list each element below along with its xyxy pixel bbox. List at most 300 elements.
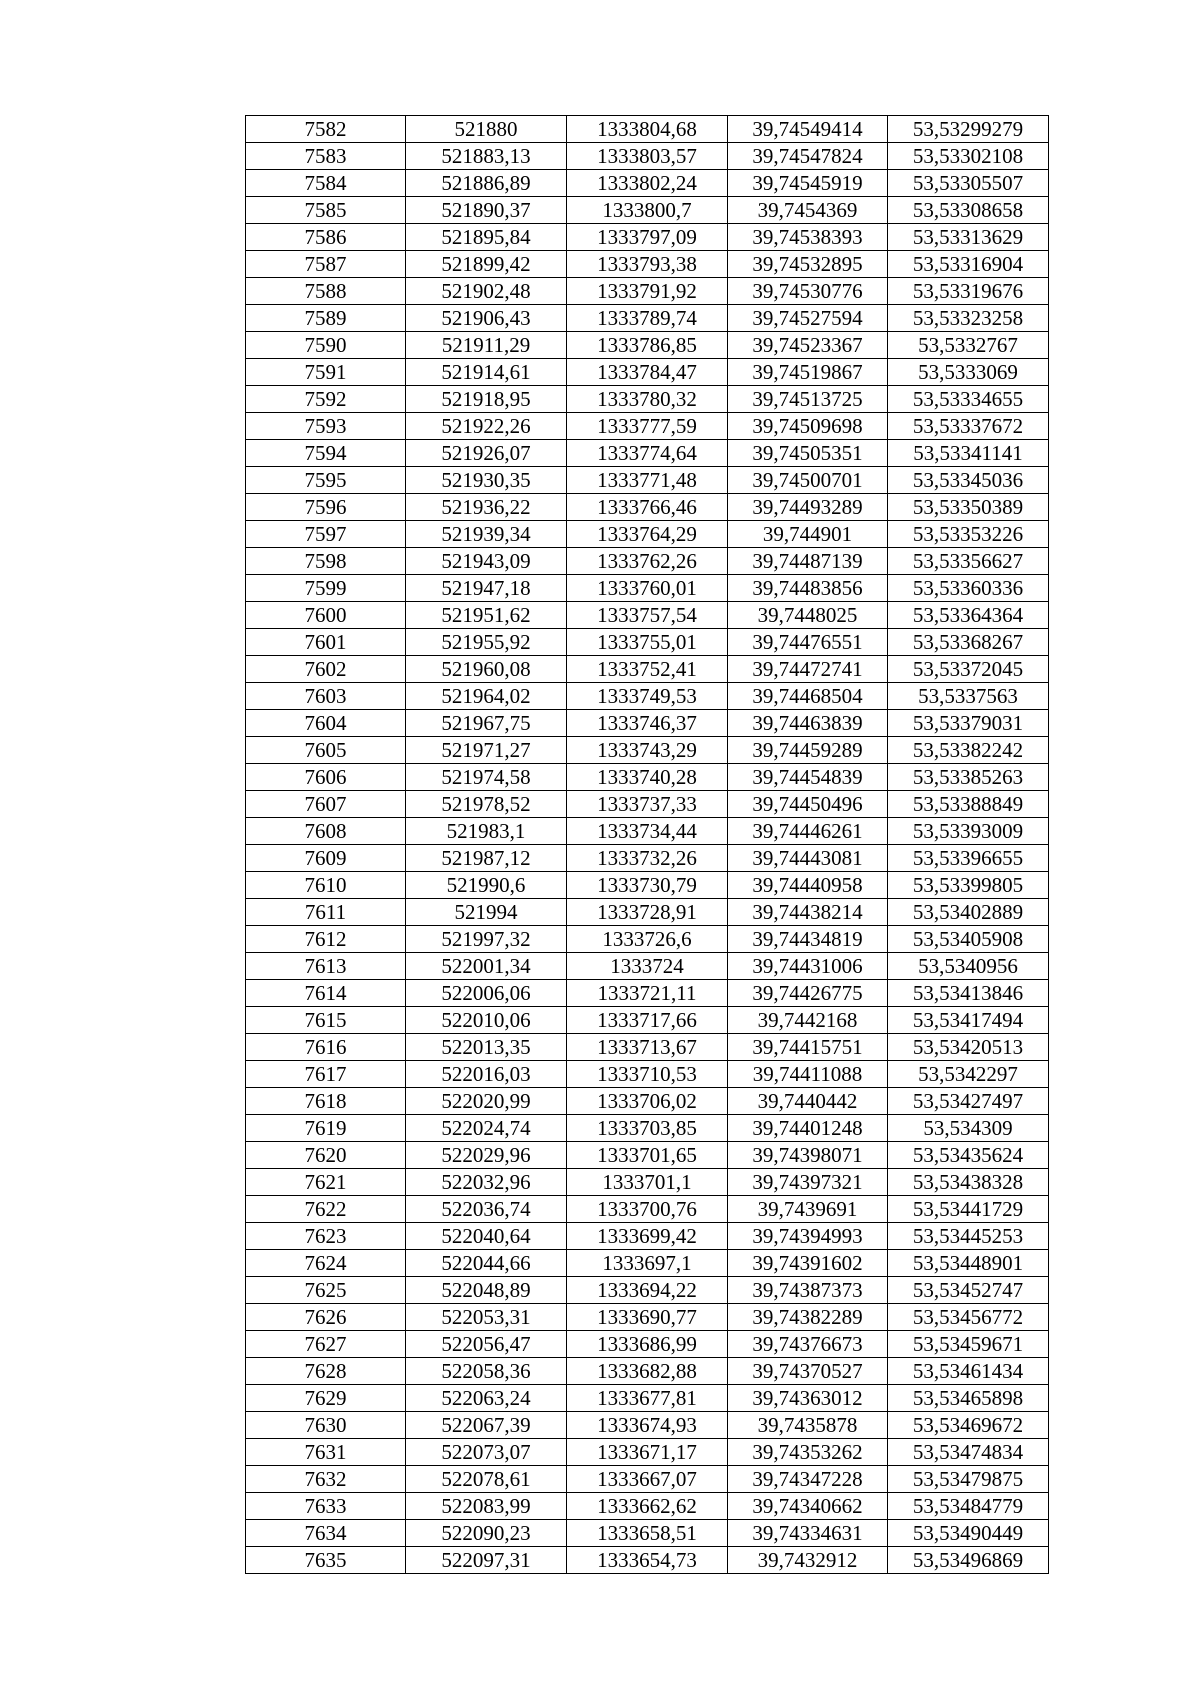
longitude-cell: 39,74463839 [728, 710, 888, 737]
x-coordinate-cell: 522090,23 [406, 1520, 567, 1547]
y-coordinate-cell: 1333667,07 [567, 1466, 728, 1493]
table-row [246, 926, 1049, 953]
longitude-cell: 39,74487139 [728, 548, 888, 575]
y-coordinate-cell: 1333737,33 [567, 791, 728, 818]
x-coordinate-cell: 521974,58 [406, 764, 567, 791]
point-number-cell: 7597 [246, 521, 406, 548]
longitude-cell: 39,7435878 [728, 1412, 888, 1439]
longitude-cell: 39,7448025 [728, 602, 888, 629]
longitude-cell: 39,74443081 [728, 845, 888, 872]
x-coordinate-cell: 521964,02 [406, 683, 567, 710]
table-row [246, 710, 1049, 737]
latitude-cell: 53,53308658 [888, 197, 1049, 224]
point-number-cell: 7629 [246, 1385, 406, 1412]
y-coordinate-cell: 1333762,26 [567, 548, 728, 575]
y-coordinate-cell: 1333710,53 [567, 1061, 728, 1088]
y-coordinate-cell: 1333784,47 [567, 359, 728, 386]
longitude-cell: 39,74547824 [728, 143, 888, 170]
coordinates-table-body [246, 116, 1049, 1574]
point-number-cell: 7598 [246, 548, 406, 575]
longitude-cell: 39,744901 [728, 521, 888, 548]
latitude-cell: 53,5332767 [888, 332, 1049, 359]
longitude-cell: 39,74513725 [728, 386, 888, 413]
latitude-cell: 53,53469672 [888, 1412, 1049, 1439]
table-row [246, 494, 1049, 521]
latitude-cell: 53,53393009 [888, 818, 1049, 845]
table-row [246, 575, 1049, 602]
x-coordinate-cell: 521914,61 [406, 359, 567, 386]
longitude-cell: 39,74509698 [728, 413, 888, 440]
table-row [246, 845, 1049, 872]
latitude-cell: 53,53413846 [888, 980, 1049, 1007]
latitude-cell: 53,53364364 [888, 602, 1049, 629]
point-number-cell: 7593 [246, 413, 406, 440]
point-number-cell: 7608 [246, 818, 406, 845]
longitude-cell: 39,74505351 [728, 440, 888, 467]
longitude-cell: 39,74353262 [728, 1439, 888, 1466]
latitude-cell: 53,53356627 [888, 548, 1049, 575]
x-coordinate-cell: 521971,27 [406, 737, 567, 764]
table-row [246, 1466, 1049, 1493]
point-number-cell: 7585 [246, 197, 406, 224]
point-number-cell: 7605 [246, 737, 406, 764]
latitude-cell: 53,53350389 [888, 494, 1049, 521]
longitude-cell: 39,7454369 [728, 197, 888, 224]
point-number-cell: 7630 [246, 1412, 406, 1439]
longitude-cell: 39,74549414 [728, 116, 888, 143]
y-coordinate-cell: 1333766,46 [567, 494, 728, 521]
longitude-cell: 39,74401248 [728, 1115, 888, 1142]
table-row [246, 629, 1049, 656]
latitude-cell: 53,53484779 [888, 1493, 1049, 1520]
table-row [246, 251, 1049, 278]
table-row [246, 224, 1049, 251]
table-row [246, 980, 1049, 1007]
longitude-cell: 39,74398071 [728, 1142, 888, 1169]
longitude-cell: 39,7440442 [728, 1088, 888, 1115]
longitude-cell: 39,74476551 [728, 629, 888, 656]
x-coordinate-cell: 521883,13 [406, 143, 567, 170]
y-coordinate-cell: 1333786,85 [567, 332, 728, 359]
table-row [246, 440, 1049, 467]
longitude-cell: 39,7442168 [728, 1007, 888, 1034]
y-coordinate-cell: 1333800,7 [567, 197, 728, 224]
table-row [246, 278, 1049, 305]
point-number-cell: 7586 [246, 224, 406, 251]
latitude-cell: 53,53360336 [888, 575, 1049, 602]
point-number-cell: 7616 [246, 1034, 406, 1061]
point-number-cell: 7623 [246, 1223, 406, 1250]
latitude-cell: 53,53368267 [888, 629, 1049, 656]
longitude-cell: 39,74397321 [728, 1169, 888, 1196]
y-coordinate-cell: 1333734,44 [567, 818, 728, 845]
point-number-cell: 7624 [246, 1250, 406, 1277]
table-row [246, 197, 1049, 224]
y-coordinate-cell: 1333662,62 [567, 1493, 728, 1520]
latitude-cell: 53,53385263 [888, 764, 1049, 791]
table-row [246, 1331, 1049, 1358]
longitude-cell: 39,74446261 [728, 818, 888, 845]
table-row [246, 1034, 1049, 1061]
y-coordinate-cell: 1333774,64 [567, 440, 728, 467]
longitude-cell: 39,74450496 [728, 791, 888, 818]
latitude-cell: 53,53341141 [888, 440, 1049, 467]
longitude-cell: 39,74493289 [728, 494, 888, 521]
y-coordinate-cell: 1333789,74 [567, 305, 728, 332]
point-number-cell: 7600 [246, 602, 406, 629]
y-coordinate-cell: 1333740,28 [567, 764, 728, 791]
point-number-cell: 7607 [246, 791, 406, 818]
point-number-cell: 7628 [246, 1358, 406, 1385]
table-row [246, 170, 1049, 197]
longitude-cell: 39,74519867 [728, 359, 888, 386]
point-number-cell: 7610 [246, 872, 406, 899]
longitude-cell: 39,74454839 [728, 764, 888, 791]
point-number-cell: 7599 [246, 575, 406, 602]
y-coordinate-cell: 1333780,32 [567, 386, 728, 413]
point-number-cell: 7618 [246, 1088, 406, 1115]
point-number-cell: 7590 [246, 332, 406, 359]
longitude-cell: 39,74363012 [728, 1385, 888, 1412]
latitude-cell: 53,53448901 [888, 1250, 1049, 1277]
latitude-cell: 53,53334655 [888, 386, 1049, 413]
latitude-cell: 53,5333069 [888, 359, 1049, 386]
latitude-cell: 53,53305507 [888, 170, 1049, 197]
point-number-cell: 7602 [246, 656, 406, 683]
x-coordinate-cell: 522010,06 [406, 1007, 567, 1034]
x-coordinate-cell: 522040,64 [406, 1223, 567, 1250]
longitude-cell: 39,74530776 [728, 278, 888, 305]
table-row [246, 305, 1049, 332]
y-coordinate-cell: 1333694,22 [567, 1277, 728, 1304]
longitude-cell: 39,74438214 [728, 899, 888, 926]
table-row [246, 1196, 1049, 1223]
x-coordinate-cell: 521943,09 [406, 548, 567, 575]
y-coordinate-cell: 1333764,29 [567, 521, 728, 548]
x-coordinate-cell: 522013,35 [406, 1034, 567, 1061]
longitude-cell: 39,74382289 [728, 1304, 888, 1331]
x-coordinate-cell: 522016,03 [406, 1061, 567, 1088]
table-row [246, 1169, 1049, 1196]
x-coordinate-cell: 521880 [406, 116, 567, 143]
table-row [246, 1358, 1049, 1385]
x-coordinate-cell: 521951,62 [406, 602, 567, 629]
latitude-cell: 53,53402889 [888, 899, 1049, 926]
longitude-cell: 39,7432912 [728, 1547, 888, 1574]
table-row [246, 116, 1049, 143]
y-coordinate-cell: 1333690,77 [567, 1304, 728, 1331]
point-number-cell: 7620 [246, 1142, 406, 1169]
table-row [246, 386, 1049, 413]
x-coordinate-cell: 522097,31 [406, 1547, 567, 1574]
table-row [246, 602, 1049, 629]
x-coordinate-cell: 522053,31 [406, 1304, 567, 1331]
point-number-cell: 7582 [246, 116, 406, 143]
table-row [246, 143, 1049, 170]
longitude-cell: 39,74415751 [728, 1034, 888, 1061]
x-coordinate-cell: 521960,08 [406, 656, 567, 683]
longitude-cell: 39,74340662 [728, 1493, 888, 1520]
point-number-cell: 7619 [246, 1115, 406, 1142]
latitude-cell: 53,53323258 [888, 305, 1049, 332]
x-coordinate-cell: 522073,07 [406, 1439, 567, 1466]
latitude-cell: 53,53319676 [888, 278, 1049, 305]
longitude-cell: 39,74468504 [728, 683, 888, 710]
x-coordinate-cell: 522048,89 [406, 1277, 567, 1304]
longitude-cell: 39,74394993 [728, 1223, 888, 1250]
y-coordinate-cell: 1333730,79 [567, 872, 728, 899]
table-row [246, 1385, 1049, 1412]
point-number-cell: 7634 [246, 1520, 406, 1547]
latitude-cell: 53,53465898 [888, 1385, 1049, 1412]
point-number-cell: 7611 [246, 899, 406, 926]
point-number-cell: 7627 [246, 1331, 406, 1358]
longitude-cell: 39,74440958 [728, 872, 888, 899]
point-number-cell: 7606 [246, 764, 406, 791]
longitude-cell: 39,74483856 [728, 575, 888, 602]
latitude-cell: 53,53459671 [888, 1331, 1049, 1358]
y-coordinate-cell: 1333697,1 [567, 1250, 728, 1277]
x-coordinate-cell: 521967,75 [406, 710, 567, 737]
table-row [246, 521, 1049, 548]
longitude-cell: 39,74387373 [728, 1277, 888, 1304]
latitude-cell: 53,53490449 [888, 1520, 1049, 1547]
point-number-cell: 7622 [246, 1196, 406, 1223]
point-number-cell: 7594 [246, 440, 406, 467]
point-number-cell: 7614 [246, 980, 406, 1007]
table-row [246, 1223, 1049, 1250]
table-row [246, 872, 1049, 899]
table-row [246, 791, 1049, 818]
x-coordinate-cell: 522044,66 [406, 1250, 567, 1277]
x-coordinate-cell: 522063,24 [406, 1385, 567, 1412]
point-number-cell: 7615 [246, 1007, 406, 1034]
latitude-cell: 53,53445253 [888, 1223, 1049, 1250]
latitude-cell: 53,53396655 [888, 845, 1049, 872]
longitude-cell: 39,74545919 [728, 170, 888, 197]
latitude-cell: 53,53456772 [888, 1304, 1049, 1331]
y-coordinate-cell: 1333746,37 [567, 710, 728, 737]
y-coordinate-cell: 1333686,99 [567, 1331, 728, 1358]
table-row [246, 1088, 1049, 1115]
table-row [246, 1250, 1049, 1277]
y-coordinate-cell: 1333674,93 [567, 1412, 728, 1439]
point-number-cell: 7635 [246, 1547, 406, 1574]
table-row [246, 1142, 1049, 1169]
longitude-cell: 39,74523367 [728, 332, 888, 359]
point-number-cell: 7617 [246, 1061, 406, 1088]
point-number-cell: 7589 [246, 305, 406, 332]
y-coordinate-cell: 1333797,09 [567, 224, 728, 251]
x-coordinate-cell: 522083,99 [406, 1493, 567, 1520]
table-row [246, 683, 1049, 710]
latitude-cell: 53,5337563 [888, 683, 1049, 710]
y-coordinate-cell: 1333777,59 [567, 413, 728, 440]
point-number-cell: 7609 [246, 845, 406, 872]
x-coordinate-cell: 521899,42 [406, 251, 567, 278]
latitude-cell: 53,53313629 [888, 224, 1049, 251]
latitude-cell: 53,53452747 [888, 1277, 1049, 1304]
x-coordinate-cell: 521926,07 [406, 440, 567, 467]
y-coordinate-cell: 1333700,76 [567, 1196, 728, 1223]
y-coordinate-cell: 1333706,02 [567, 1088, 728, 1115]
y-coordinate-cell: 1333682,88 [567, 1358, 728, 1385]
x-coordinate-cell: 522001,34 [406, 953, 567, 980]
y-coordinate-cell: 1333771,48 [567, 467, 728, 494]
point-number-cell: 7626 [246, 1304, 406, 1331]
table-row [246, 737, 1049, 764]
y-coordinate-cell: 1333749,53 [567, 683, 728, 710]
y-coordinate-cell: 1333793,38 [567, 251, 728, 278]
y-coordinate-cell: 1333699,42 [567, 1223, 728, 1250]
latitude-cell: 53,53405908 [888, 926, 1049, 953]
latitude-cell: 53,5342297 [888, 1061, 1049, 1088]
latitude-cell: 53,53337672 [888, 413, 1049, 440]
table-row [246, 1493, 1049, 1520]
latitude-cell: 53,53479875 [888, 1466, 1049, 1493]
table-row [246, 764, 1049, 791]
latitude-cell: 53,53316904 [888, 251, 1049, 278]
longitude-cell: 39,74472741 [728, 656, 888, 683]
x-coordinate-cell: 521922,26 [406, 413, 567, 440]
y-coordinate-cell: 1333654,73 [567, 1547, 728, 1574]
table-row [246, 1007, 1049, 1034]
table-row [246, 467, 1049, 494]
table-row [246, 1061, 1049, 1088]
point-number-cell: 7621 [246, 1169, 406, 1196]
y-coordinate-cell: 1333724 [567, 953, 728, 980]
y-coordinate-cell: 1333743,29 [567, 737, 728, 764]
x-coordinate-cell: 521911,29 [406, 332, 567, 359]
longitude-cell: 39,74411088 [728, 1061, 888, 1088]
longitude-cell: 39,74426775 [728, 980, 888, 1007]
y-coordinate-cell: 1333755,01 [567, 629, 728, 656]
x-coordinate-cell: 521978,52 [406, 791, 567, 818]
x-coordinate-cell: 521983,1 [406, 818, 567, 845]
y-coordinate-cell: 1333701,1 [567, 1169, 728, 1196]
y-coordinate-cell: 1333717,66 [567, 1007, 728, 1034]
table-row [246, 1277, 1049, 1304]
point-number-cell: 7612 [246, 926, 406, 953]
y-coordinate-cell: 1333658,51 [567, 1520, 728, 1547]
x-coordinate-cell: 521997,32 [406, 926, 567, 953]
x-coordinate-cell: 521955,92 [406, 629, 567, 656]
latitude-cell: 53,53417494 [888, 1007, 1049, 1034]
latitude-cell: 53,53379031 [888, 710, 1049, 737]
point-number-cell: 7588 [246, 278, 406, 305]
table-row [246, 359, 1049, 386]
y-coordinate-cell: 1333671,17 [567, 1439, 728, 1466]
longitude-cell: 39,7439691 [728, 1196, 888, 1223]
table-row [246, 332, 1049, 359]
latitude-cell: 53,53496869 [888, 1547, 1049, 1574]
latitude-cell: 53,53382242 [888, 737, 1049, 764]
longitude-cell: 39,74391602 [728, 1250, 888, 1277]
x-coordinate-cell: 521895,84 [406, 224, 567, 251]
table-row [246, 899, 1049, 926]
point-number-cell: 7595 [246, 467, 406, 494]
longitude-cell: 39,74376673 [728, 1331, 888, 1358]
latitude-cell: 53,53302108 [888, 143, 1049, 170]
x-coordinate-cell: 521886,89 [406, 170, 567, 197]
x-coordinate-cell: 521987,12 [406, 845, 567, 872]
y-coordinate-cell: 1333701,65 [567, 1142, 728, 1169]
point-number-cell: 7587 [246, 251, 406, 278]
x-coordinate-cell: 521990,6 [406, 872, 567, 899]
x-coordinate-cell: 521918,95 [406, 386, 567, 413]
longitude-cell: 39,74370527 [728, 1358, 888, 1385]
y-coordinate-cell: 1333732,26 [567, 845, 728, 872]
latitude-cell: 53,53353226 [888, 521, 1049, 548]
x-coordinate-cell: 522036,74 [406, 1196, 567, 1223]
x-coordinate-cell: 522029,96 [406, 1142, 567, 1169]
y-coordinate-cell: 1333752,41 [567, 656, 728, 683]
point-number-cell: 7604 [246, 710, 406, 737]
point-number-cell: 7625 [246, 1277, 406, 1304]
table-row [246, 1412, 1049, 1439]
x-coordinate-cell: 521947,18 [406, 575, 567, 602]
x-coordinate-cell: 522056,47 [406, 1331, 567, 1358]
table-row [246, 1115, 1049, 1142]
x-coordinate-cell: 522032,96 [406, 1169, 567, 1196]
latitude-cell: 53,53441729 [888, 1196, 1049, 1223]
x-coordinate-cell: 521939,34 [406, 521, 567, 548]
x-coordinate-cell: 522020,99 [406, 1088, 567, 1115]
longitude-cell: 39,74538393 [728, 224, 888, 251]
y-coordinate-cell: 1333677,81 [567, 1385, 728, 1412]
longitude-cell: 39,74532895 [728, 251, 888, 278]
latitude-cell: 53,534309 [888, 1115, 1049, 1142]
latitude-cell: 53,53399805 [888, 872, 1049, 899]
y-coordinate-cell: 1333791,92 [567, 278, 728, 305]
table-row [246, 1547, 1049, 1574]
x-coordinate-cell: 522067,39 [406, 1412, 567, 1439]
point-number-cell: 7596 [246, 494, 406, 521]
y-coordinate-cell: 1333721,11 [567, 980, 728, 1007]
point-number-cell: 7592 [246, 386, 406, 413]
latitude-cell: 53,53420513 [888, 1034, 1049, 1061]
y-coordinate-cell: 1333760,01 [567, 575, 728, 602]
longitude-cell: 39,74500701 [728, 467, 888, 494]
y-coordinate-cell: 1333802,24 [567, 170, 728, 197]
point-number-cell: 7591 [246, 359, 406, 386]
point-number-cell: 7633 [246, 1493, 406, 1520]
x-coordinate-cell: 521994 [406, 899, 567, 926]
latitude-cell: 53,53461434 [888, 1358, 1049, 1385]
latitude-cell: 53,53299279 [888, 116, 1049, 143]
latitude-cell: 53,53427497 [888, 1088, 1049, 1115]
x-coordinate-cell: 521906,43 [406, 305, 567, 332]
table-row [246, 1439, 1049, 1466]
table-row [246, 953, 1049, 980]
point-number-cell: 7601 [246, 629, 406, 656]
y-coordinate-cell: 1333726,6 [567, 926, 728, 953]
y-coordinate-cell: 1333757,54 [567, 602, 728, 629]
point-number-cell: 7631 [246, 1439, 406, 1466]
table-row [246, 548, 1049, 575]
x-coordinate-cell: 522024,74 [406, 1115, 567, 1142]
latitude-cell: 53,53345036 [888, 467, 1049, 494]
x-coordinate-cell: 521890,37 [406, 197, 567, 224]
table-row [246, 818, 1049, 845]
x-coordinate-cell: 522006,06 [406, 980, 567, 1007]
point-number-cell: 7584 [246, 170, 406, 197]
y-coordinate-cell: 1333804,68 [567, 116, 728, 143]
table-row [246, 1520, 1049, 1547]
latitude-cell: 53,53388849 [888, 791, 1049, 818]
table-row [246, 656, 1049, 683]
x-coordinate-cell: 522058,36 [406, 1358, 567, 1385]
